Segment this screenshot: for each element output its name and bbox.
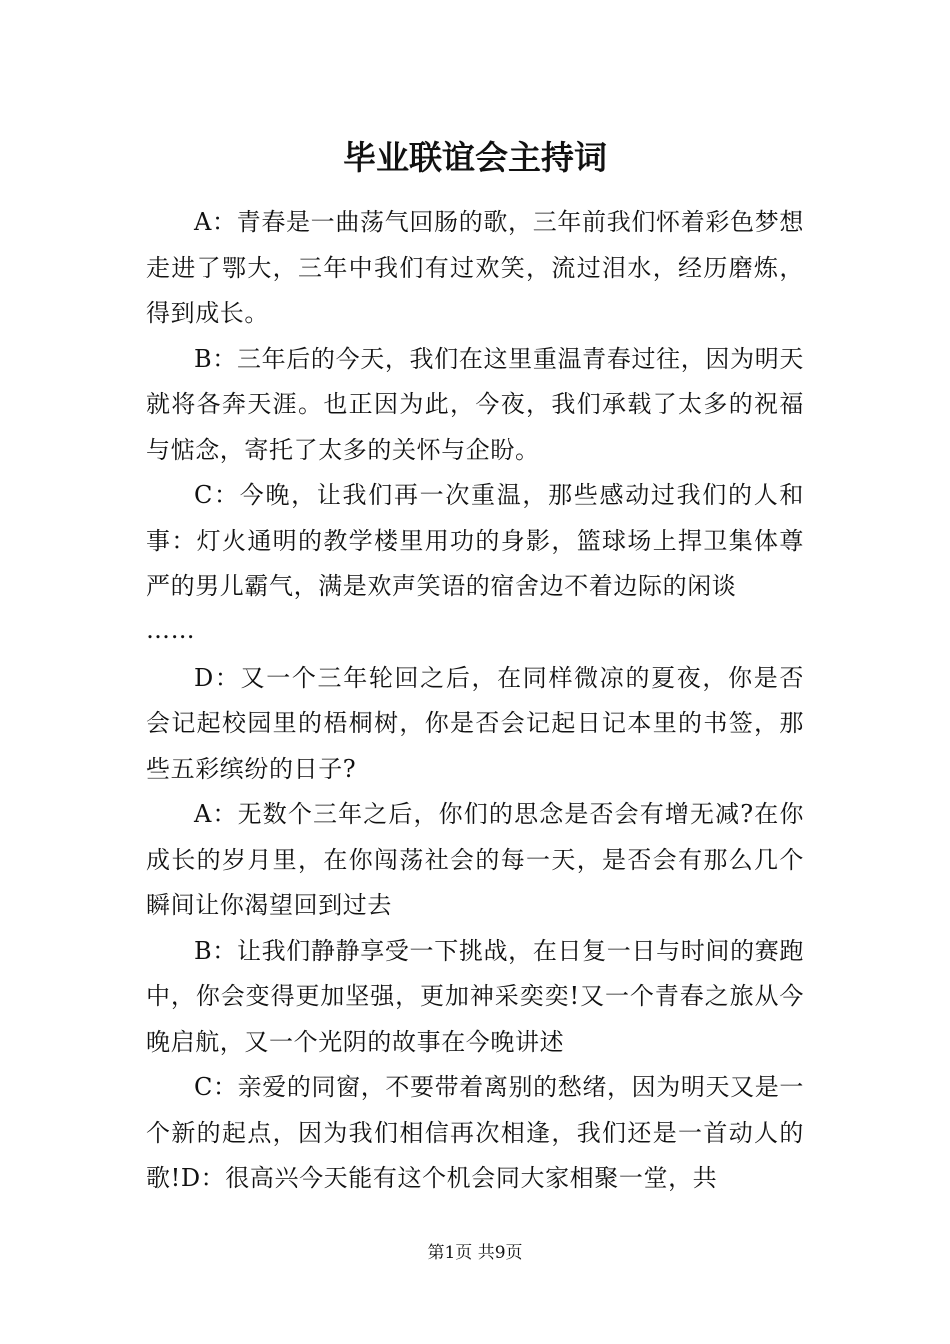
page-number-footer: 第1页 共9页 xyxy=(427,1243,523,1263)
paragraph: C：亲爱的同窗，不要带着离别的愁绪，因为明天又是一个新的起点，因为我们相信再次相逢，我们还是一首动人的歌!D：很高兴今天能有这个机会同大家相聚一堂，共 xyxy=(146,1073,804,1192)
paragraph: D：又一个三年轮回之后，在同样微凉的夏夜，你是否会记起校园里的梧桐树，你是否会记起日记本里的书签，那些五彩缤纷的日子? xyxy=(146,663,804,783)
paragraph: A：青春是一曲荡气回肠的歌，三年前我们怀着彩色梦想走进了鄂大，三年中我们有过欢笑，流过泪水，经历磨炼，得到成长。 xyxy=(146,208,804,327)
paragraph-ellipsis: …… xyxy=(146,615,196,644)
paragraph: B：让我们静静享受一下挑战，在日复一日与时间的赛跑中，你会变得更加坚强，更加神采奕奕!又一个青春之旅从今晚启航，又一个光阴的故事在今晚讲述 xyxy=(146,936,804,1056)
paragraph: A：无数个三年之后，你们的思念是否会有增无减?在你成长的岁月里，在你闯荡社会的每一天，是否会有那么几个瞬间让你渴望回到过去 xyxy=(146,800,804,919)
paragraph: C：今晚，让我们再一次重温，那些感动过我们的人和事：灯火通明的教学楼里用功的身影，篮球场上捍卫集体尊严的男儿霸气，满是欢声笑语的宿舍边不着边际的闲谈 xyxy=(146,481,804,600)
paragraph: B：三年后的今天，我们在这里重温青春过往，因为明天就将各奔天涯。也正因为此，今夜，我们承载了太多的祝福与惦念，寄托了太多的关怀与企盼。 xyxy=(146,344,804,464)
document-body xyxy=(146,200,804,1202)
document-title: 毕业联谊会主持词 xyxy=(343,138,607,177)
